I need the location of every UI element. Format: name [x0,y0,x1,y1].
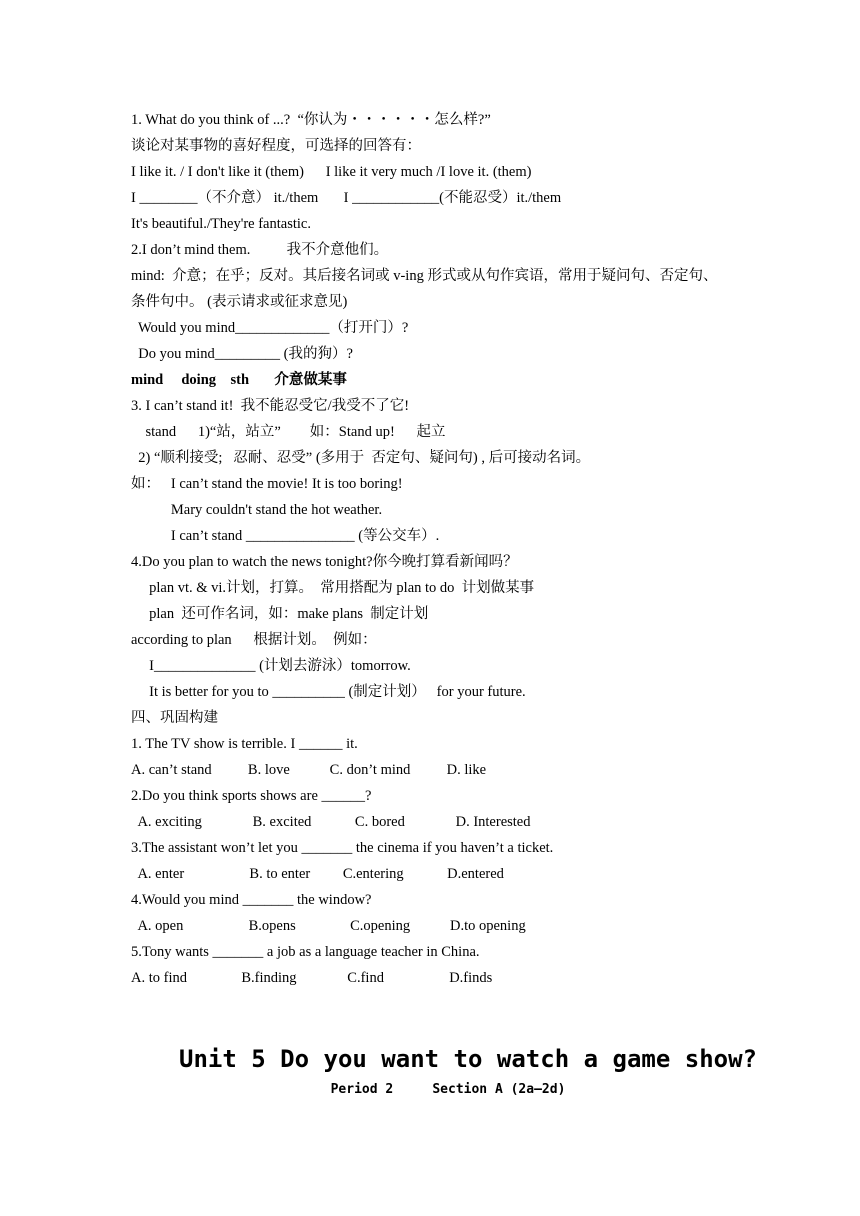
text-line: It is better for you to __________ (制定计划） for your future. [131,684,526,700]
text-line: I like it. / I don't like it (them) I like it very much /I love it. (them) [131,164,532,180]
text-line: 2) “顺利接受; 忍耐、忍受” (多用于 否定句、疑问句) , 后可接动名词。 [131,450,591,466]
text-line: plan 还可作名词，如：make plans 制定计划 [131,606,429,622]
text-line: plan vt. & vi.计划，打算。 常用搭配为 plan to do 计划做某事 [131,580,535,596]
options-line: A. can’t stand B. love C. don’t mind D. like [131,762,487,778]
options-line: A. open B.opens C.opening D.to opening [131,918,526,934]
text-line: I can’t stand _______________ (等公交车）. [131,528,440,544]
question-line: 3.The assistant won’t let you _______ the cinema if you haven’t a ticket. [131,840,554,856]
question-line: 2.Do you think sports shows are ______? [131,788,372,804]
text-line: It's beautiful./They're fantastic. [131,216,311,232]
question-line: 4.Would you mind _______ the window? [131,892,372,908]
text-line: I______________ (计划去游泳）tomorrow. [131,658,411,674]
text-line: 4.Do you plan to watch the news tonight?你今晚打算看新闻吗？ [131,554,518,570]
text-line: according to plan 根据计划。 例如： [131,632,377,648]
options-line: A. enter B. to enter C.entering D.entered [131,866,504,882]
unit-title: Unit 5 Do you want to watch a game show? [179,1045,757,1073]
section-heading: 四、巩固构建 [131,710,218,726]
text-line: 3. I can’t stand it! 我不能忍受它/我受不了它! [131,398,410,414]
question-line: 5.Tony wants _______ a job as a language teacher in China. [131,944,480,960]
text-line: mind: 介意；在乎；反对。其后接名词或 v-ing 形式或从句作宾语，常用于疑问句、否定句、 [131,268,718,284]
text-line: I ________（不介意） it./them I ____________(不能忍受）it./them [131,190,562,206]
unit-subtitle: Period 2 Section A (2a—2d) [330,1082,566,1097]
options-line: A. exciting B. excited C. bored D. Interested [131,814,531,830]
text-line: 条件句中。 (表示请求或征求意见) [131,294,348,310]
text-line: 如： I can’t stand the movie! It is too boring! [131,476,403,492]
text-line: Mary couldn't stand the hot weather. [131,502,383,518]
text-line: 1. What do you think of ...? “你认为・・・・・・怎么样?” [131,112,491,128]
text-line: Would you mind_____________（打开门）? [131,320,409,336]
text-line: Do you mind_________ (我的狗）? [131,346,353,362]
question-line: 1. The TV show is terrible. I ______ it. [131,736,358,752]
text-line: stand 1)“站，站立” 如：Stand up! 起立 [131,424,446,440]
options-line: A. to find B.finding C.find D.finds [131,970,493,986]
text-line: 2.I don’t mind them. 我不介意他们。 [131,242,389,258]
text-line: 谈论对某事物的喜好程度，可选择的回答有： [131,138,421,154]
bold-heading-line: mind doing sth 介意做某事 [131,372,347,388]
